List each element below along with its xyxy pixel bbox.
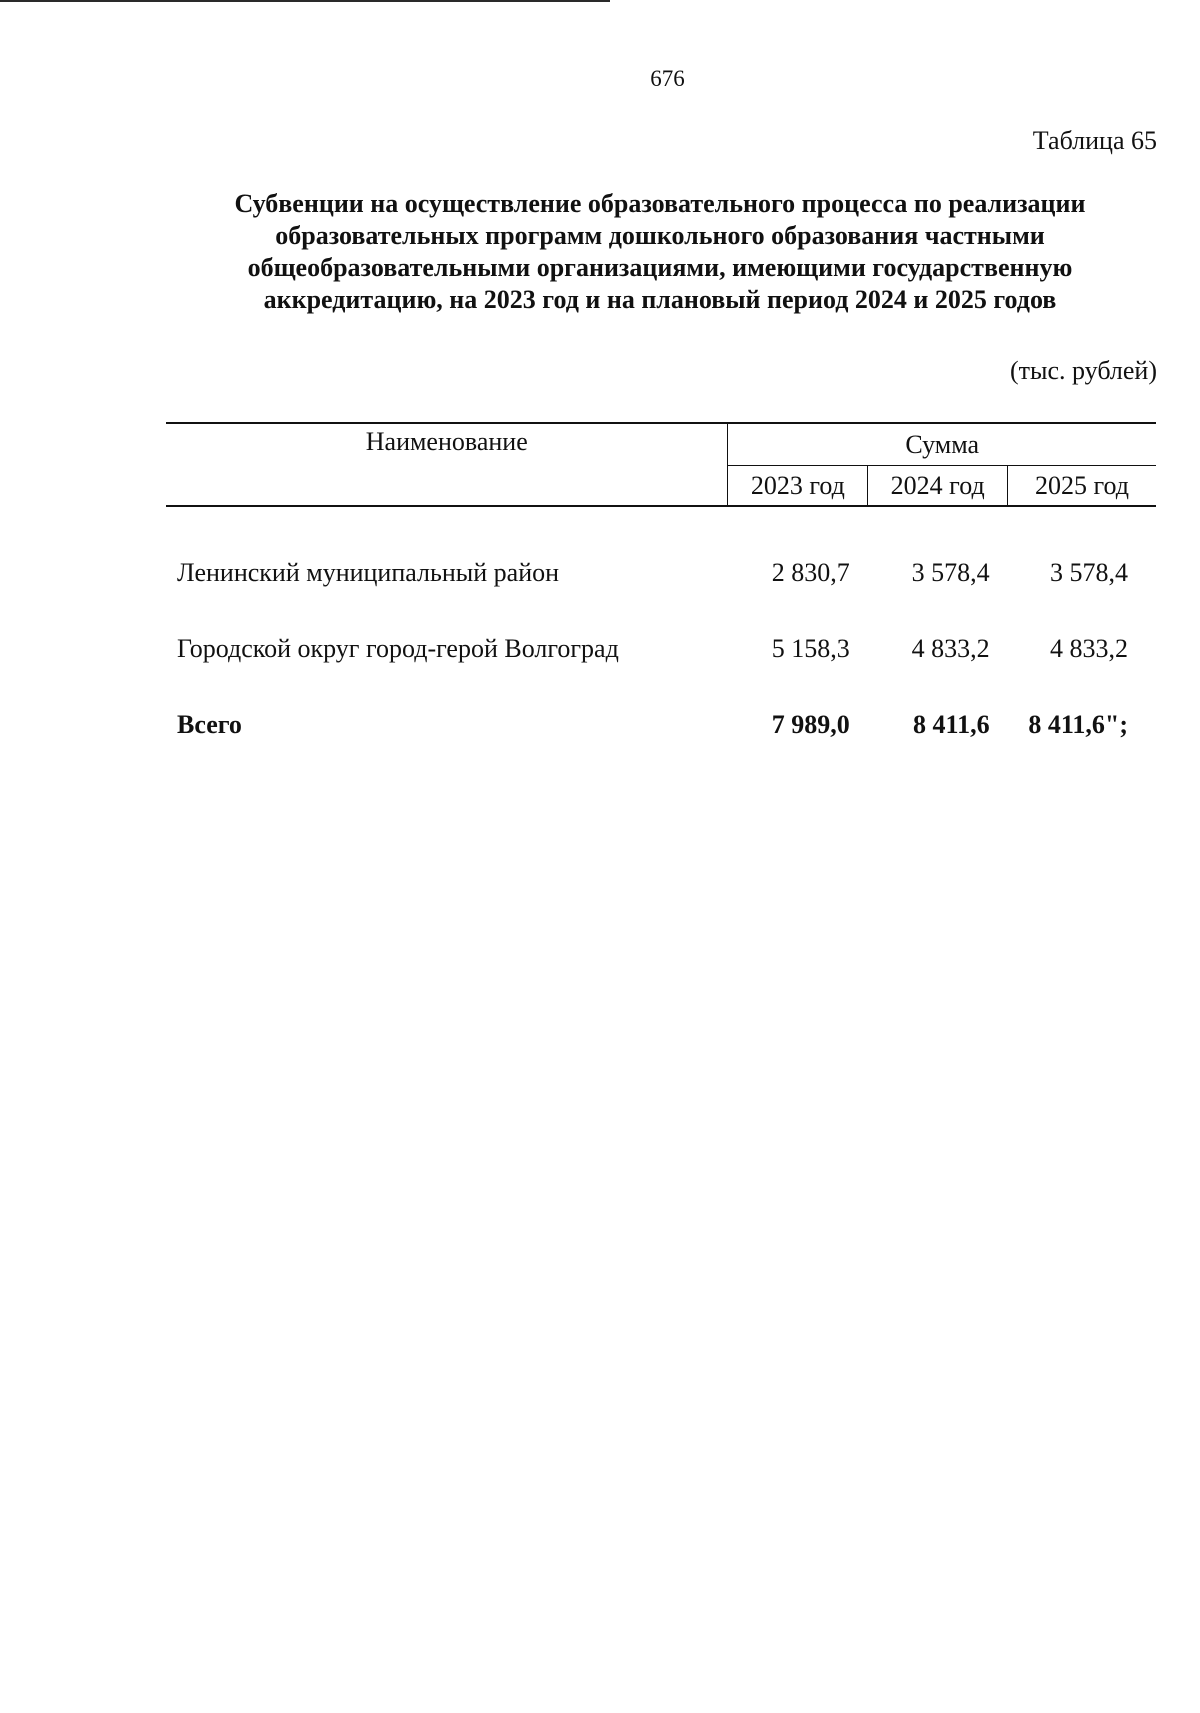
title-line: аккредитацию, на 2023 год и на плановый период 2024 и 2025 годов [263, 285, 1057, 314]
row-value-2025: 4 833,2 [1050, 634, 1128, 663]
title-line: образовательных программ дошкольного образования частными [275, 221, 1045, 250]
total-value-2023: 7 989,0 [771, 710, 850, 739]
row-name: Городской округ город-герой Волгоград [177, 634, 619, 663]
row-value-2023: 2 830,7 [771, 558, 850, 587]
total-row [166, 687, 1156, 763]
row-value-2024: 3 578,4 [911, 558, 990, 587]
spacer-row [166, 506, 1156, 535]
total-label: Всего [177, 710, 242, 739]
table-label: Таблица 65 [1032, 126, 1157, 155]
row-value-2023: 5 158,3 [771, 634, 850, 663]
units-note: (тыс. рублей) [1009, 356, 1157, 385]
total-value-2025: 8 411,6"; [1028, 710, 1128, 739]
page-number: 676 [650, 66, 685, 91]
header-year-2025: 2025 год [1008, 466, 1156, 506]
table-row [166, 535, 1156, 611]
title-line: общеобразовательными организациями, имеющими государственную [247, 253, 1073, 282]
title-line: Субвенции на осуществление образовательного процесса по реализации [234, 189, 1086, 218]
row-name: Ленинский муниципальный район [177, 558, 560, 587]
row-value-2025: 3 578,4 [1050, 558, 1128, 587]
header-year-2023: 2023 год [728, 466, 868, 506]
subvention-table [166, 422, 1156, 763]
header-year-2024: 2024 год [868, 466, 1008, 506]
document-title [160, 188, 1160, 316]
header-sum: Сумма [728, 423, 1156, 466]
table-row [166, 611, 1156, 687]
total-value-2024: 8 411,6 [913, 710, 990, 739]
row-value-2024: 4 833,2 [911, 634, 990, 663]
scan-top-rule [0, 0, 610, 2]
header-name: Наименование [166, 423, 728, 506]
